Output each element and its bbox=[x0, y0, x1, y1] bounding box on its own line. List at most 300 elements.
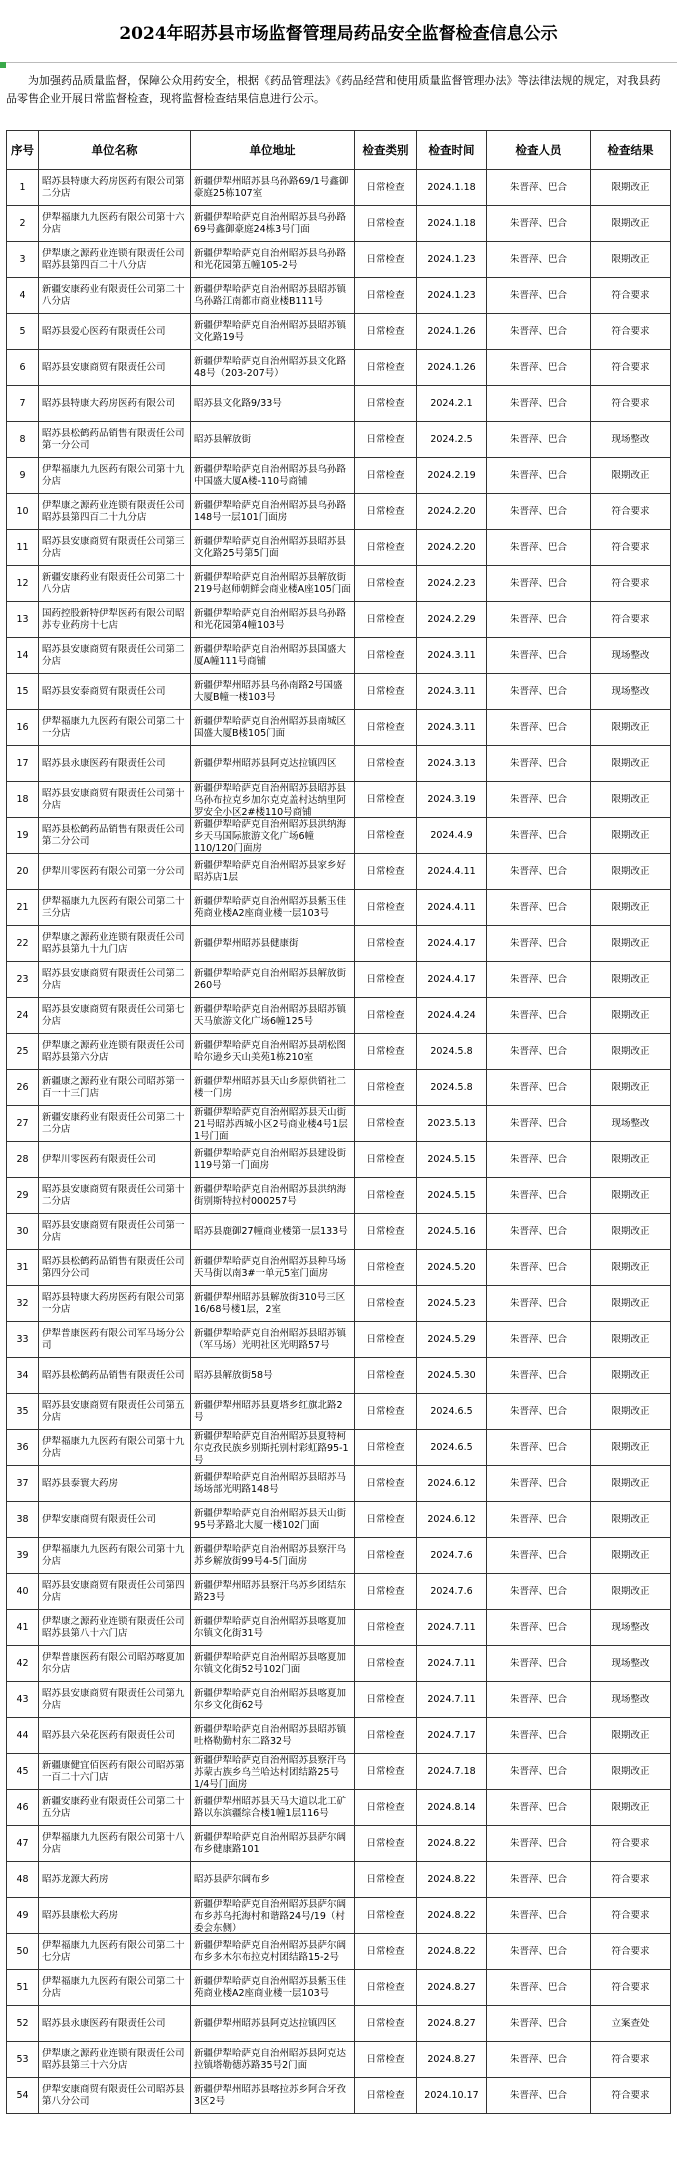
cell-staff bbox=[487, 710, 591, 746]
cell-result bbox=[591, 1934, 671, 1970]
cell-address bbox=[191, 566, 355, 602]
cell-address-text: 新疆伊犁哈萨克自治州昭苏县喀夏加尔镇文化街31号 bbox=[194, 1615, 347, 1639]
cell-result bbox=[591, 782, 671, 818]
cell-time bbox=[417, 1754, 487, 1790]
cell-time bbox=[417, 1430, 487, 1466]
cell-address-text: 新疆伊犁哈萨克自治州昭苏县昭苏县文化路25号第5门面 bbox=[194, 535, 347, 559]
cell-name bbox=[39, 1286, 191, 1322]
table-row bbox=[7, 2042, 671, 2078]
cell-address-text: 新疆伊犁哈萨克自治州昭苏县昭苏镇乌孙路江南都市商业楼B111号 bbox=[194, 283, 347, 307]
cell-type bbox=[355, 1322, 417, 1358]
cell-result-text: 限期改正 bbox=[611, 1549, 650, 1561]
cell-address-text: 新疆伊犁哈萨克自治州昭苏县胡松图哈尔逊乡天山美苑1栋210室 bbox=[194, 1039, 347, 1063]
cell-address bbox=[191, 2078, 355, 2114]
cell-result bbox=[591, 854, 671, 890]
cell-result bbox=[591, 1358, 671, 1394]
header-time: 检查时间 bbox=[417, 131, 487, 170]
cell-time bbox=[417, 278, 487, 314]
cell-staff-text: 朱晋萍、巴合 bbox=[509, 541, 567, 553]
cell-type bbox=[355, 170, 417, 206]
cell-no-text: 49 bbox=[16, 1909, 29, 1921]
cell-address-text: 新疆伊犁州昭苏县乌孙南路2号国盛大厦B幢一楼103号 bbox=[194, 679, 343, 703]
cell-type-text: 日常检查 bbox=[366, 1945, 405, 1957]
cell-time bbox=[417, 1826, 487, 1862]
cell-type bbox=[355, 314, 417, 350]
cell-type bbox=[355, 1610, 417, 1646]
cell-address-text: 新疆伊犁哈萨克自治州昭苏县昭苏镇（军马场）光明社区光明路57号 bbox=[194, 1327, 347, 1351]
cell-staff bbox=[487, 1106, 591, 1142]
cell-no-text: 46 bbox=[16, 1801, 29, 1813]
cell-name-text: 伊犁福康九九医药有限公司第十九分店 bbox=[42, 1435, 185, 1459]
table-row bbox=[7, 782, 671, 818]
cell-staff bbox=[487, 1250, 591, 1286]
cell-no bbox=[7, 710, 39, 746]
cell-name bbox=[39, 1970, 191, 2006]
cell-staff-text: 朱晋萍、巴合 bbox=[509, 1765, 567, 1777]
cell-no-text: 14 bbox=[16, 649, 29, 661]
cell-time bbox=[417, 1538, 487, 1574]
cell-time bbox=[417, 1646, 487, 1682]
cell-address bbox=[191, 2006, 355, 2042]
cell-time-text: 2024.5.20 bbox=[427, 1261, 476, 1273]
cell-time bbox=[417, 1682, 487, 1718]
cell-type-text: 日常检查 bbox=[366, 937, 405, 949]
cell-time bbox=[417, 386, 487, 422]
cell-result-text: 符合要求 bbox=[611, 397, 650, 409]
cell-staff bbox=[487, 1610, 591, 1646]
cell-time-text: 2024.2.19 bbox=[427, 469, 476, 481]
cell-address bbox=[191, 530, 355, 566]
cell-staff-text: 朱晋萍、巴合 bbox=[509, 1369, 567, 1381]
cell-name bbox=[39, 2006, 191, 2042]
table-row bbox=[7, 746, 671, 782]
cell-name-text: 伊犁福康九九医药有限公司第二十三分店 bbox=[42, 895, 185, 919]
cell-type bbox=[355, 746, 417, 782]
cell-staff-text: 朱晋萍、巴合 bbox=[509, 253, 567, 265]
cell-name bbox=[39, 1034, 191, 1070]
cell-type bbox=[355, 818, 417, 854]
cell-time bbox=[417, 2006, 487, 2042]
cell-type bbox=[355, 2006, 417, 2042]
cell-staff bbox=[487, 2006, 591, 2042]
cell-result-text: 现场整改 bbox=[611, 1621, 650, 1633]
cell-no bbox=[7, 1646, 39, 1682]
cell-address-text: 新疆伊犁哈萨克自治州昭苏县喀夏加尔镇文化街52号102门面 bbox=[194, 1651, 347, 1675]
cell-address-text: 新疆伊犁州昭苏县喀拉苏乡阿合牙孜3区2号 bbox=[194, 2083, 347, 2107]
cell-time bbox=[417, 1502, 487, 1538]
cell-result bbox=[591, 962, 671, 998]
cell-address bbox=[191, 1322, 355, 1358]
table-row bbox=[7, 1790, 671, 1826]
cell-result-text: 符合要求 bbox=[611, 2053, 650, 2065]
cell-no-text: 37 bbox=[16, 1477, 29, 1489]
cell-time-text: 2024.4.9 bbox=[430, 829, 473, 841]
header-name: 单位名称 bbox=[39, 131, 191, 170]
cell-type-text: 日常检查 bbox=[366, 1081, 405, 1093]
cell-result bbox=[591, 1250, 671, 1286]
table-row bbox=[7, 1430, 671, 1466]
table-row bbox=[7, 1178, 671, 1214]
cell-result bbox=[591, 710, 671, 746]
cell-name-text: 伊犁福康九九医药有限公司第二十一分店 bbox=[42, 715, 185, 739]
cell-name-text: 伊犁康之源药业连锁有限责任公司昭苏县第三十六分店 bbox=[42, 2047, 185, 2071]
cell-address bbox=[191, 1286, 355, 1322]
cell-staff-text: 朱晋萍、巴合 bbox=[509, 613, 567, 625]
cell-name-text: 昭苏县安康商贸有限责任公司第二分店 bbox=[42, 643, 185, 667]
cell-time-text: 2024.6.12 bbox=[427, 1513, 476, 1525]
cell-name bbox=[39, 566, 191, 602]
cell-address-text: 新疆伊犁哈萨克自治州昭苏县察汗乌苏蒙古族乡乌兰哈达村团结路25号1/4号门面房 bbox=[194, 1755, 347, 1788]
cell-no-text: 3 bbox=[19, 253, 26, 265]
cell-type bbox=[355, 1394, 417, 1430]
cell-staff bbox=[487, 350, 591, 386]
cell-no-text: 53 bbox=[16, 2053, 29, 2065]
cell-name bbox=[39, 2078, 191, 2114]
cell-staff-text: 朱晋萍、巴合 bbox=[509, 1045, 567, 1057]
cell-name bbox=[39, 458, 191, 494]
cell-staff bbox=[487, 1934, 591, 1970]
cell-address-text: 新疆伊犁哈萨克自治州昭苏县喀夏加尔乡文化街62号 bbox=[194, 1687, 347, 1711]
cell-time-text: 2024.5.16 bbox=[427, 1225, 476, 1237]
cell-staff bbox=[487, 926, 591, 962]
cell-name-text: 伊犁安康商贸有限责任公司昭苏县第八分公司 bbox=[42, 2083, 185, 2107]
cell-name-text: 新疆安康药业有限责任公司第二十二分店 bbox=[42, 1111, 185, 1135]
cell-time bbox=[417, 1610, 487, 1646]
cell-result-text: 限期改正 bbox=[611, 1585, 650, 1597]
cell-no-text: 52 bbox=[16, 2017, 29, 2029]
cell-result-text: 限期改正 bbox=[611, 469, 650, 481]
cell-address-text: 新疆伊犁哈萨克自治州昭苏县天山街95号茅路北大厦一楼102门面 bbox=[194, 1507, 347, 1531]
cell-staff-text: 朱晋萍、巴合 bbox=[509, 1117, 567, 1129]
cell-staff bbox=[487, 1034, 591, 1070]
cell-address bbox=[191, 1862, 355, 1898]
cell-type-text: 日常检查 bbox=[366, 505, 405, 517]
table-row bbox=[7, 1970, 671, 2006]
cell-result bbox=[591, 1574, 671, 1610]
cell-type bbox=[355, 1574, 417, 1610]
cell-address bbox=[191, 1934, 355, 1970]
cell-address bbox=[191, 1178, 355, 1214]
cell-time bbox=[417, 602, 487, 638]
cell-no bbox=[7, 1610, 39, 1646]
cell-name-text: 昭苏县松鹤药品销售有限责任公司第四分公司 bbox=[42, 1255, 185, 1279]
cell-name bbox=[39, 1214, 191, 1250]
cell-no-text: 15 bbox=[16, 685, 29, 697]
table-row bbox=[7, 602, 671, 638]
cell-address-text: 新疆伊犁哈萨克自治州昭苏县家乡好昭苏店1层 bbox=[194, 859, 347, 883]
cell-result-text: 限期改正 bbox=[611, 1477, 650, 1489]
cell-result-text: 限期改正 bbox=[611, 1081, 650, 1093]
cell-staff bbox=[487, 1718, 591, 1754]
cell-result bbox=[591, 1070, 671, 1106]
cell-name-text: 昭苏县松鹤药品销售有限责任公司第二分公司 bbox=[42, 823, 185, 847]
cell-type-text: 日常检查 bbox=[366, 1117, 405, 1129]
cell-no-text: 5 bbox=[19, 325, 26, 337]
cell-result bbox=[591, 602, 671, 638]
cell-type-text: 日常检查 bbox=[366, 1009, 405, 1021]
cell-staff-text: 朱晋萍、巴合 bbox=[509, 1405, 567, 1417]
cell-no-text: 31 bbox=[16, 1261, 29, 1273]
cell-staff-text: 朱晋萍、巴合 bbox=[509, 289, 567, 301]
cell-result bbox=[591, 638, 671, 674]
cell-result-text: 限期改正 bbox=[611, 793, 650, 805]
cell-result bbox=[591, 1826, 671, 1862]
cell-staff bbox=[487, 818, 591, 854]
cell-result-text: 限期改正 bbox=[611, 865, 650, 877]
cell-type-text: 日常检查 bbox=[366, 1657, 405, 1669]
cell-name bbox=[39, 1718, 191, 1754]
cell-no bbox=[7, 386, 39, 422]
cell-name-text: 昭苏县安康商贸有限责任公司第一分店 bbox=[42, 1219, 185, 1243]
cell-time bbox=[417, 458, 487, 494]
cell-address-text: 新疆伊犁哈萨克自治州昭苏县洪纳海乡天马国际旅游文化广场6幢110/120门面房 bbox=[194, 819, 347, 852]
cell-staff-text: 朱晋萍、巴合 bbox=[509, 1153, 567, 1165]
cell-staff-text: 朱晋萍、巴合 bbox=[509, 181, 567, 193]
cell-no bbox=[7, 1034, 39, 1070]
cell-no-text: 48 bbox=[16, 1873, 29, 1885]
cell-staff-text: 朱晋萍、巴合 bbox=[509, 325, 567, 337]
cell-type-text: 日常检查 bbox=[366, 469, 405, 481]
cell-address-text: 新疆伊犁州昭苏县阿克达拉镇四区 bbox=[194, 757, 337, 769]
cell-time bbox=[417, 998, 487, 1034]
cell-staff bbox=[487, 1574, 591, 1610]
cell-no bbox=[7, 1970, 39, 2006]
cell-address bbox=[191, 1574, 355, 1610]
table-row bbox=[7, 242, 671, 278]
table-row bbox=[7, 2006, 671, 2042]
cell-type-text: 日常检查 bbox=[366, 1405, 405, 1417]
cell-type bbox=[355, 530, 417, 566]
cell-address-text: 昭苏县解放街 bbox=[194, 433, 252, 445]
cell-staff-text: 朱晋萍、巴合 bbox=[509, 1909, 567, 1921]
cell-staff-text: 朱晋萍、巴合 bbox=[509, 1801, 567, 1813]
cell-address-text: 新疆伊犁州昭苏县天山乡原供销社二楼一门房 bbox=[194, 1075, 347, 1099]
cell-time bbox=[417, 890, 487, 926]
cell-address-text: 新疆伊犁哈萨克自治州昭苏县乌孙路中国盛大厦A楼-110号商铺 bbox=[194, 463, 347, 487]
cell-name-text: 伊犁康之源药业连锁有限责任公司昭苏县第九十九门店 bbox=[42, 931, 185, 955]
table-row bbox=[7, 1250, 671, 1286]
cell-staff-text: 朱晋萍、巴合 bbox=[509, 361, 567, 373]
cell-staff bbox=[487, 1430, 591, 1466]
table-row bbox=[7, 1286, 671, 1322]
cell-time-text: 2024.1.23 bbox=[427, 253, 476, 265]
cell-staff-text: 朱晋萍、巴合 bbox=[509, 1225, 567, 1237]
table-row bbox=[7, 998, 671, 1034]
table-row bbox=[7, 1826, 671, 1862]
cell-time-text: 2024.6.5 bbox=[430, 1441, 473, 1453]
inspection-table bbox=[6, 130, 671, 2114]
cell-address-text: 新疆伊犁哈萨克自治州昭苏县天山街21号昭苏西城小区2号商业楼4号1层1号门面 bbox=[194, 1107, 348, 1140]
cell-type bbox=[355, 962, 417, 998]
cell-type-text: 日常检查 bbox=[366, 973, 405, 985]
cell-staff-text: 朱晋萍、巴合 bbox=[509, 1729, 567, 1741]
cell-name bbox=[39, 674, 191, 710]
table-row bbox=[7, 530, 671, 566]
cell-staff-text: 朱晋萍、巴合 bbox=[509, 397, 567, 409]
cell-address-text: 新疆伊犁哈萨克自治州昭苏县建设街119号第一门面房 bbox=[194, 1147, 347, 1171]
cell-name-text: 伊犁川零医药有限责任公司 bbox=[42, 1153, 157, 1165]
table-row bbox=[7, 2078, 671, 2114]
cell-staff bbox=[487, 242, 591, 278]
cell-name bbox=[39, 1466, 191, 1502]
cell-address bbox=[191, 1142, 355, 1178]
cell-no bbox=[7, 1106, 39, 1142]
cell-staff-text: 朱晋萍、巴合 bbox=[509, 469, 567, 481]
cell-address-text: 新疆伊犁哈萨克自治州昭苏县洪纳海街别斯特拉村000257号 bbox=[194, 1183, 347, 1207]
cell-time-text: 2024.8.27 bbox=[427, 1981, 476, 1993]
cell-name bbox=[39, 1358, 191, 1394]
cell-address bbox=[191, 1610, 355, 1646]
cell-name bbox=[39, 1610, 191, 1646]
cell-no-text: 28 bbox=[16, 1153, 29, 1165]
cell-result bbox=[591, 1034, 671, 1070]
cell-name bbox=[39, 1646, 191, 1682]
cell-address-text: 新疆伊犁哈萨克自治州昭苏县文化路48号（203-207号） bbox=[194, 355, 347, 379]
cell-name bbox=[39, 530, 191, 566]
cell-time bbox=[417, 314, 487, 350]
cell-time bbox=[417, 242, 487, 278]
cell-name-text: 昭苏县安康商贸有限责任公司第十二分店 bbox=[42, 1183, 185, 1207]
cell-name-text: 昭苏县安康商贸有限责任公司第十分店 bbox=[42, 787, 185, 811]
cell-staff-text: 朱晋萍、巴合 bbox=[509, 1333, 567, 1345]
cell-result bbox=[591, 998, 671, 1034]
cell-name-text: 昭苏县特康大药房医药有限公司第二分店 bbox=[42, 175, 185, 199]
table-row bbox=[7, 1574, 671, 1610]
cell-no bbox=[7, 1142, 39, 1178]
cell-type bbox=[355, 602, 417, 638]
cell-no-text: 17 bbox=[16, 757, 29, 769]
cell-time bbox=[417, 1214, 487, 1250]
cell-result-text: 符合要求 bbox=[611, 577, 650, 589]
cell-address-text: 新疆伊犁哈萨克自治州昭苏县昭苏镇文化路19号 bbox=[194, 319, 347, 343]
cell-name bbox=[39, 350, 191, 386]
cell-no-text: 32 bbox=[16, 1297, 29, 1309]
table-row bbox=[7, 494, 671, 530]
cell-time-text: 2024.5.8 bbox=[430, 1045, 473, 1057]
cell-type bbox=[355, 566, 417, 602]
table-row bbox=[7, 170, 671, 206]
table-row bbox=[7, 1394, 671, 1430]
cell-address-text: 新疆伊犁哈萨克自治州昭苏县昭苏县乌孙布拉克乡加尔克克盖村达纳里阿罗安全小区2#楼110号商铺 bbox=[194, 783, 347, 816]
cell-staff bbox=[487, 854, 591, 890]
cell-address bbox=[191, 1430, 355, 1466]
cell-no-text: 44 bbox=[16, 1729, 29, 1741]
cell-name bbox=[39, 1934, 191, 1970]
cell-result bbox=[591, 674, 671, 710]
table-row bbox=[7, 206, 671, 242]
cell-time-text: 2024.7.6 bbox=[430, 1585, 473, 1597]
cell-type-text: 日常检查 bbox=[366, 1549, 405, 1561]
cell-result bbox=[591, 1610, 671, 1646]
cell-type bbox=[355, 1466, 417, 1502]
cell-staff-text: 朱晋萍、巴合 bbox=[509, 1585, 567, 1597]
cell-time bbox=[417, 1178, 487, 1214]
cell-result-text: 符合要求 bbox=[611, 361, 650, 373]
table-row bbox=[7, 1718, 671, 1754]
cell-staff bbox=[487, 638, 591, 674]
table-row bbox=[7, 1754, 671, 1790]
cell-staff bbox=[487, 1286, 591, 1322]
cell-time bbox=[417, 1970, 487, 2006]
cell-time-text: 2024.8.27 bbox=[427, 2017, 476, 2029]
cell-name-text: 伊犁福康九九医药有限公司第十八分店 bbox=[42, 1831, 185, 1855]
cell-name bbox=[39, 746, 191, 782]
cell-time-text: 2024.5.30 bbox=[427, 1369, 476, 1381]
cell-result-text: 符合要求 bbox=[611, 1945, 650, 1957]
cell-time bbox=[417, 1142, 487, 1178]
cell-type bbox=[355, 1790, 417, 1826]
cell-name-text: 昭苏县松鹤药品销售有限责任公司 bbox=[42, 1369, 185, 1381]
cell-type bbox=[355, 1862, 417, 1898]
cell-staff-text: 朱晋萍、巴合 bbox=[509, 1693, 567, 1705]
cell-type bbox=[355, 1034, 417, 1070]
cell-name bbox=[39, 962, 191, 998]
cell-result-text: 限期改正 bbox=[611, 1369, 650, 1381]
cell-staff-text: 朱晋萍、巴合 bbox=[509, 937, 567, 949]
cell-type-text: 日常检查 bbox=[366, 181, 405, 193]
cell-staff bbox=[487, 1322, 591, 1358]
cell-type bbox=[355, 1682, 417, 1718]
cell-name bbox=[39, 1754, 191, 1790]
cell-no-text: 43 bbox=[16, 1693, 29, 1705]
cell-result-text: 现场整改 bbox=[611, 433, 650, 445]
cell-result bbox=[591, 1106, 671, 1142]
cell-no-text: 40 bbox=[16, 1585, 29, 1597]
cell-type-text: 日常检查 bbox=[366, 1297, 405, 1309]
cell-result-text: 限期改正 bbox=[611, 1801, 650, 1813]
cell-address-text: 新疆伊犁哈萨克自治州昭苏县萨尔阔布乡苏乌托海村和谐路24号/19（村委会东侧） bbox=[194, 1899, 347, 1932]
cell-name-text: 昭苏县安泰商贸有限责任公司 bbox=[42, 685, 166, 697]
cell-result bbox=[591, 494, 671, 530]
cell-time bbox=[417, 1898, 487, 1934]
cell-name-text: 伊犁福康九九医药有限公司第十九分店 bbox=[42, 463, 185, 487]
cell-no-text: 26 bbox=[16, 1081, 29, 1093]
cell-staff-text: 朱晋萍、巴合 bbox=[509, 1297, 567, 1309]
cell-name bbox=[39, 1574, 191, 1610]
cell-name-text: 伊犁川零医药有限公司第一分公司 bbox=[42, 865, 185, 877]
table-row bbox=[7, 1034, 671, 1070]
cell-no bbox=[7, 1538, 39, 1574]
table-row bbox=[7, 818, 671, 854]
cell-no-text: 39 bbox=[16, 1549, 29, 1561]
table-row bbox=[7, 278, 671, 314]
cell-time-text: 2024.8.22 bbox=[427, 1873, 476, 1885]
cell-result-text: 限期改正 bbox=[611, 937, 650, 949]
cell-staff-text: 朱晋萍、巴合 bbox=[509, 1081, 567, 1093]
table-row bbox=[7, 1106, 671, 1142]
cell-no-text: 35 bbox=[16, 1405, 29, 1417]
cell-address-text: 新疆伊犁州昭苏县乌孙路69/1号鑫御豪庭25栋107室 bbox=[194, 175, 349, 199]
cell-time bbox=[417, 1250, 487, 1286]
cell-time-text: 2024.7.11 bbox=[427, 1657, 476, 1669]
cell-time bbox=[417, 1466, 487, 1502]
cell-staff bbox=[487, 1466, 591, 1502]
cell-result bbox=[591, 458, 671, 494]
cell-staff bbox=[487, 386, 591, 422]
cell-staff bbox=[487, 1826, 591, 1862]
cell-time-text: 2024.6.5 bbox=[430, 1405, 473, 1417]
cell-result bbox=[591, 818, 671, 854]
cell-type-text: 日常检查 bbox=[366, 1513, 405, 1525]
cell-no-text: 1 bbox=[19, 181, 26, 193]
cell-result-text: 限期改正 bbox=[611, 1513, 650, 1525]
cell-address-text: 新疆伊犁州昭苏县阿克达拉镇四区 bbox=[194, 2017, 337, 2029]
cell-type-text: 日常检查 bbox=[366, 217, 405, 229]
cell-address-text: 新疆伊犁州昭苏县解放街310号三区16/68号楼1层，2室 bbox=[194, 1291, 346, 1315]
cell-staff bbox=[487, 2078, 591, 2114]
cell-staff bbox=[487, 2042, 591, 2078]
cell-time-text: 2023.5.13 bbox=[427, 1117, 476, 1129]
